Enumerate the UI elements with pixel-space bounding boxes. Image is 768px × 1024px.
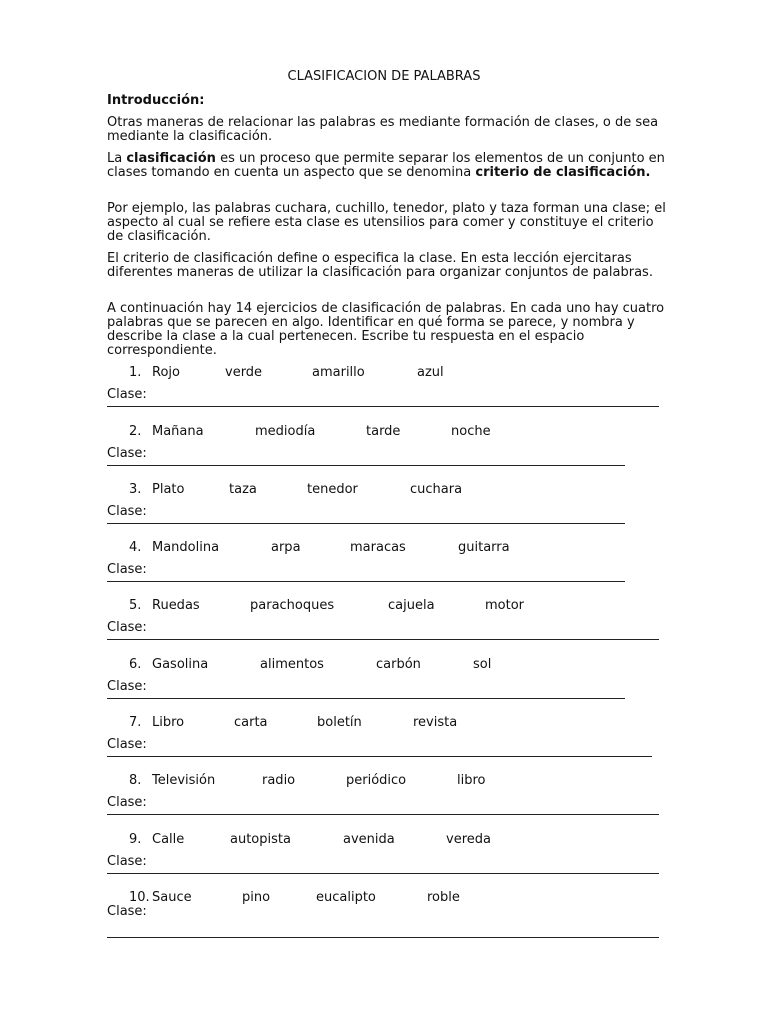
exercise-word: alimentos — [260, 657, 324, 672]
exercise-word: amarillo — [312, 365, 365, 380]
exercise-word: avenida — [343, 832, 395, 847]
exercise-word: Mandolina — [152, 540, 220, 555]
paragraph-4: El criterio de clasificación define o especifica la clase. En esta lección ejercitaras diferentes maneras de utilizar la clasificación para organizar conjuntos de palabras. — [107, 251, 653, 280]
exercise-word: arpa — [271, 540, 301, 555]
exercise-item — [0, 891, 768, 949]
exercise-number: 10. — [129, 890, 150, 905]
answer-line[interactable] — [107, 814, 659, 815]
exercise-word: vereda — [446, 832, 491, 847]
exercise-item — [0, 658, 768, 716]
exercise-number: 6. — [129, 657, 142, 672]
exercise-item — [0, 366, 768, 424]
exercise-word: cajuela — [388, 598, 435, 613]
exercise-number: 9. — [129, 832, 142, 847]
answer-line[interactable] — [107, 756, 652, 757]
exercise-number: 5. — [129, 598, 142, 613]
exercise-item — [0, 541, 768, 599]
exercise-word: Libro — [152, 715, 185, 730]
clase-label: Clase: — [107, 854, 147, 869]
exercise-word: guitarra — [458, 540, 510, 555]
paragraph-2 — [107, 152, 667, 180]
clase-label: Clase: — [107, 562, 147, 577]
exercise-word: cuchara — [410, 482, 463, 497]
exercise-word: verde — [225, 365, 263, 380]
exercise-word: Gasolina — [152, 657, 209, 672]
exercise-word: carbón — [376, 657, 421, 672]
answer-line[interactable] — [107, 465, 625, 466]
exercise-word: roble — [427, 890, 460, 905]
exercise-word: boletín — [317, 715, 362, 730]
p2-term-clasificacion: clasificación — [126, 151, 216, 166]
exercise-word: taza — [229, 482, 257, 497]
exercise-number: 1. — [129, 365, 142, 380]
exercise-word: revista — [413, 715, 458, 730]
exercise-word: autopista — [230, 832, 291, 847]
exercise-word: tarde — [366, 424, 401, 439]
exercise-word: periódico — [346, 773, 407, 788]
clase-label: Clase: — [107, 679, 147, 694]
answer-line[interactable] — [107, 523, 625, 524]
exercise-word: radio — [262, 773, 296, 788]
exercise-word: pino — [242, 890, 271, 905]
exercise-word: noche — [451, 424, 491, 439]
answer-line[interactable] — [107, 937, 659, 938]
clase-label: Clase: — [107, 904, 147, 919]
exercise-word: libro — [457, 773, 486, 788]
clase-label: Clase: — [107, 620, 147, 635]
exercise-word: tenedor — [307, 482, 358, 497]
answer-line[interactable] — [107, 581, 625, 582]
exercise-word: parachoques — [250, 598, 335, 613]
clase-label: Clase: — [107, 387, 147, 402]
exercise-word: motor — [485, 598, 525, 613]
exercise-word: Mañana — [152, 424, 204, 439]
exercise-word: mediodía — [255, 424, 316, 439]
exercise-word: Televisión — [152, 773, 216, 788]
exercise-word: eucalipto — [316, 890, 376, 905]
exercise-number: 3. — [129, 482, 142, 497]
paragraph-3: Por ejemplo, las palabras cuchara, cuchillo, tenedor, plato y taza forman una clase; el aspecto al cual se refiere esta clase es utensilios para comer y constituye el criterio de clasificación. — [107, 201, 666, 244]
exercise-item — [0, 425, 768, 483]
exercise-word: carta — [234, 715, 268, 730]
clase-label: Clase: — [107, 504, 147, 519]
exercise-word: Ruedas — [152, 598, 200, 613]
intro-heading: Introducción: — [107, 93, 205, 108]
exercise-number: 7. — [129, 715, 142, 730]
answer-line[interactable] — [107, 639, 659, 640]
exercise-word: Calle — [152, 832, 185, 847]
exercise-word: Plato — [152, 482, 185, 497]
answer-line[interactable] — [107, 698, 625, 699]
exercise-number: 4. — [129, 540, 142, 555]
exercise-item — [0, 483, 768, 541]
answer-line[interactable] — [107, 873, 659, 874]
exercise-number: 2. — [129, 424, 142, 439]
page-title: CLASIFICACION DE PALABRAS — [287, 69, 481, 84]
paragraph-5: A continuación hay 14 ejercicios de clasificación de palabras. En cada uno hay cuatro palabras que se parecen en algo. Identificar en qué forma se parece, y nombra y describe la clase a la cual pertenecen. Escribe tu respuesta en el espacio correspondiente. — [107, 301, 665, 358]
p2-term-criterio: criterio de clasificación. — [475, 165, 651, 180]
clase-label: Clase: — [107, 737, 147, 752]
clase-label: Clase: — [107, 446, 147, 461]
exercise-word: sol — [473, 657, 492, 672]
p2-text-a: La — [107, 151, 127, 166]
exercise-number: 8. — [129, 773, 142, 788]
exercise-word: maracas — [350, 540, 406, 555]
p2-text-c: es un proceso que permite separar los elementos de un conjunto en clases tomando en cuenta un aspecto que se denomina — [107, 151, 665, 180]
exercise-word: Sauce — [152, 890, 192, 905]
exercise-word: azul — [417, 365, 444, 380]
answer-line[interactable] — [107, 406, 659, 407]
clase-label: Clase: — [107, 795, 147, 810]
exercise-item — [0, 716, 768, 774]
exercise-item — [0, 774, 768, 832]
exercise-item — [0, 833, 768, 891]
exercise-word: Rojo — [152, 365, 180, 380]
paragraph-1: Otras maneras de relacionar las palabras es mediante formación de clases, o de sea mediante la clasificación. — [107, 115, 659, 144]
exercise-item — [0, 599, 768, 657]
